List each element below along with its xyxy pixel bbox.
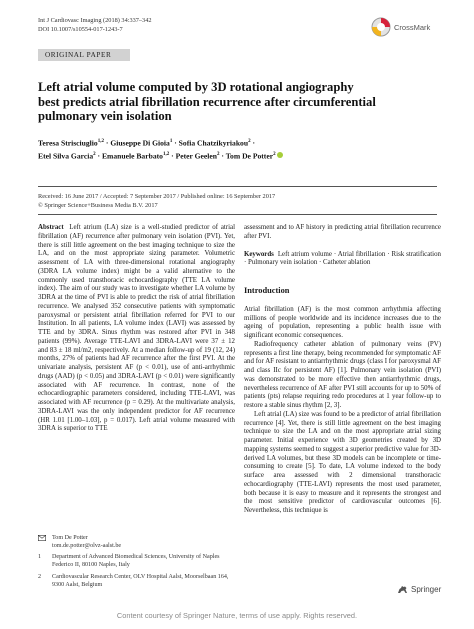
contact-email[interactable]: tom.de.potter@olvz-aalst.be	[52, 542, 122, 549]
copyright: © Springer Science+Business Media B.V. 2017	[38, 201, 158, 209]
springer-horse-icon	[397, 585, 408, 594]
author-separator: ·	[221, 151, 224, 161]
author-separator: ·	[252, 138, 256, 148]
intro-paragraph: Atrial fibrillation (AF) is the most common arrhythmia affecting millions of people worldwide and its incidence increases due to the ageing of population, representing a public health issue with significant economic consequences.	[244, 305, 441, 339]
divider-top	[38, 186, 437, 187]
author-separator: ·	[171, 151, 174, 161]
journal-citation	[38, 17, 152, 34]
affiliation-row	[38, 554, 235, 569]
abstract-continuation: assessment and to AF history in predicting atrial fibrillation recurrence after PVI.	[244, 224, 441, 240]
affiliation-sup: 1,2	[162, 151, 170, 157]
received-dates: Received: 16 June 2017 / Accepted: 7 September 2017 / Published online: 16 September 2017	[38, 193, 276, 200]
crossmark-badge[interactable]	[371, 17, 430, 37]
author-separator: ·	[105, 138, 109, 148]
author-name[interactable]: Emanuele Barbato	[101, 151, 163, 161]
author-list	[38, 136, 443, 161]
right-column	[244, 224, 441, 516]
keywords-label: Keywords	[244, 250, 274, 258]
envelope-icon	[38, 535, 46, 550]
title-line: best predicts atrial fibrillation recurrence after circumferential	[38, 94, 376, 109]
doi: DOI 10.1007/s10554-017-1243-7	[38, 25, 123, 33]
author-name[interactable]: Giuseppe Di Gioia	[110, 138, 170, 148]
contact-name: Tom De Potter	[52, 535, 88, 541]
publication-history	[38, 193, 443, 210]
affiliation-text: Cardiovascular Research Center, OLV Hospital Aalst, Moorselbaan 164, 9300 Aalst, Belgium	[52, 573, 229, 588]
affiliation-text: Department of Advanced Biomedical Sciences, University of Naples Federico II, 80100 Naples, Italy	[52, 554, 220, 569]
abstract-text: Left atrium (LA) size is a well-studied predictor of atrial fibrillation (AF) recurrence after pulmonary vein isolation (PVI). Yet, there is still little agreement on the best imaging technique to size the LA, and on the most appropriate sizing parameter. Volumetric assessment of LA with three-dimensional rotational angiography (3DRA LA volume index) might be a valid alternative to the commonly used transthoracic echocardiography (TTE LA volume index). The aim of our study was to investigate whether LA volume by 3DRA at the time of PVI is able to predict the risk of atrial fibrillation recurrence. We analysed 352 consecutive patients with symptomatic paroxysmal or persistent atrial fibrillation referred for PVI to our Institution. In all patients, LA volume index (LAVI) was assessed by TTE and by 3DRA. Sinus rhythm was restored after PVI in 348 patients (99%). Average TTE-LAVI and 3DRA-LAVI were 37 ± 12 and 83 ± 18 ml/m2, respectively. At a median follow-up of 19 (12, 24) months, 27% of patients had AF recurrence after the first PVI. At the univariate analysis, persistent AF (p < 0.01), use of anti-arrhythmic drugs (AAD) (p < 0.05) and 3DRA-LAVI (p < 0.01) were significantly associated with AF recurrence. In contrast, none of the echocardiographic parameters considered, including TTE-LAVI, was associated with AF recurrence (p = 0.29). At the multivariate analysis, 3DRA-LAVI was the only independent predictor for AF recurrence (HR 1.01 [1.00–1.03], p = 0.017). Left atrial volume measured with 3DRA is superior to TTE	[38, 224, 235, 433]
affiliation-sup: 2	[216, 151, 220, 157]
publisher-logo	[397, 585, 441, 594]
author-name[interactable]: Peter Geelen	[175, 151, 217, 161]
title-line: Left atrial volume computed by 3D rotational angiography	[38, 80, 354, 94]
article-type-tag: ORIGINAL PAPER	[38, 49, 130, 61]
title-line: pulmonary vein isolation	[38, 109, 172, 123]
courtesy-notice: Content courtesy of Springer Nature, terms of use apply. Rights reserved.	[116, 611, 358, 620]
keywords	[244, 251, 441, 269]
intro-paragraph: Left atrial (LA) size was found to be a predictor of atrial fibrillation recurrence [4]. Yet, there is still little agreement on the best imaging technique to size the LA and on the most appropriate atrial sizing parameter. Initial experience with 3D geometries created by 3D mapping systems seemed to suggest a superior predictive value for 3D-derived LA volumes, but these 3D models can be incomplete or time-consuming to create [5]. To date, LA volume indexed to the body surface area assessed with 2 dimensional transthoracic echocardiography (TTE-LAVI) represents the most used parameter, both because it is easy to measure and it represents the strongest and the most sensitive predictor of cardiovascular outcomes [6]. Nevertheless, this technique is	[244, 410, 441, 514]
author-line	[38, 149, 443, 162]
footnotes	[38, 535, 235, 593]
contact-row	[38, 535, 235, 550]
affiliation-number: 2	[38, 573, 42, 580]
affiliation-row	[38, 574, 235, 589]
author-separator: ·	[174, 138, 177, 148]
author-line	[38, 136, 443, 149]
author-name[interactable]: Tom De Potter	[225, 151, 274, 161]
article-title	[38, 80, 443, 124]
orcid-icon[interactable]	[277, 152, 283, 158]
left-column	[38, 224, 235, 434]
abstract	[38, 224, 235, 434]
author-separator: ·	[97, 151, 101, 161]
crossmark-label: CrossMark	[394, 22, 431, 32]
keywords-text: Left atrium volume · Atrial fibrillation · Risk stratification · Pulmonary vein isolation · Catheter ablation	[244, 250, 441, 267]
author-name[interactable]: Sofia Chatzikyriakou	[178, 138, 249, 148]
journal-issue: Int J Cardiovasc Imaging (2018) 34:337–342	[38, 17, 152, 24]
crossmark-icon	[371, 17, 391, 37]
publisher-name: Springer	[411, 585, 442, 594]
affiliation-sup: 1,2	[97, 139, 104, 144]
author-name[interactable]: Etel Silva Garcia	[38, 151, 94, 161]
affiliation-sup: 2	[93, 151, 96, 157]
affiliation-sup: 1	[169, 139, 173, 144]
divider-bottom	[38, 214, 437, 215]
affiliation-sup: 2	[273, 151, 276, 157]
author-name[interactable]: Teresa Strisciuglio	[38, 138, 98, 148]
affiliation-sup: 2	[248, 139, 251, 144]
affiliation-number: 1	[38, 554, 42, 561]
section-heading: Introduction	[244, 286, 290, 295]
intro-paragraph: Radiofrequency catheter ablation of pulmonary veins (PV) represents a first line therapy, being recommended for symptomatic AF and for AF resistant to antiarrhythmic drugs (class I for paroxysmal AF and class IIc for persistent AF) [1]. Pulmonary vein isolation (PVI) was demonstrated to be more effective then antiarrhythmic drugs, nevertheless recurrence of AF after PVI still accounts for up to 50% of patients (pts) relapse requiring redo procedures at 1 year follow-up to restore a stable sinus rhythm [2, 3].	[244, 340, 441, 409]
abstract-label: Abstract	[38, 224, 64, 231]
